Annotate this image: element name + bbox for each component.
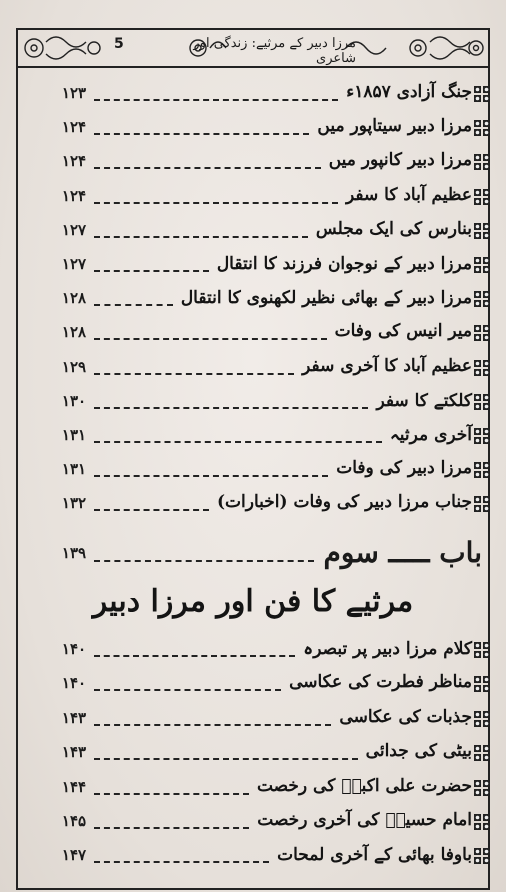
toc-entry-title: بیٹی کی جدائی bbox=[365, 741, 472, 762]
chapter-label: باب ـــــ سوم bbox=[323, 536, 482, 569]
ornament-bullet-icon bbox=[472, 289, 492, 309]
toc-entry bbox=[0, 774, 506, 804]
leader-dots bbox=[94, 758, 358, 760]
ornament-bullet-icon bbox=[472, 84, 492, 104]
leader-dots bbox=[94, 475, 328, 477]
toc-entry-page: ۱۴۵ bbox=[61, 812, 87, 830]
leader-dots bbox=[94, 793, 249, 795]
leader-dots bbox=[94, 236, 308, 238]
toc-entry-title: مناظر فطرت کی عکاسی bbox=[289, 672, 472, 693]
toc-entry-page: ۱۳۰ bbox=[61, 391, 87, 410]
ornament-bullet-icon bbox=[472, 255, 492, 275]
toc-entry bbox=[0, 490, 506, 520]
leader-dots bbox=[94, 509, 209, 511]
toc-entry-page: ۱۴۴ bbox=[61, 777, 87, 796]
leader-dots bbox=[94, 270, 209, 272]
toc-entry-title: جذبات کی عکاسی bbox=[339, 706, 472, 727]
toc-entry-page: ۱۲۷ bbox=[61, 220, 87, 239]
toc-entry bbox=[0, 80, 506, 110]
toc-entry bbox=[0, 354, 506, 384]
toc-entry-page: ۱۳۱ bbox=[61, 460, 87, 479]
ornament-bullet-icon bbox=[472, 460, 492, 480]
leader-dots bbox=[94, 338, 327, 340]
toc-entry-title: کلام مرزا دبیر پر تبصرہ bbox=[303, 639, 472, 659]
leader-dots bbox=[94, 407, 368, 409]
leader-dots bbox=[94, 304, 173, 306]
ornament-bullet-icon bbox=[472, 426, 492, 446]
toc-entry bbox=[0, 217, 506, 247]
leader-dots bbox=[94, 655, 295, 657]
toc-entry-page: ۱۳۲ bbox=[61, 494, 87, 513]
toc-entry bbox=[0, 422, 506, 452]
toc-entry bbox=[0, 842, 506, 872]
ornament-bullet-icon bbox=[472, 118, 492, 138]
toc-entry-title: بنارس کی ایک مجلس bbox=[315, 218, 472, 239]
toc-entry bbox=[0, 319, 506, 349]
leader-dots bbox=[94, 99, 338, 101]
toc-entry bbox=[0, 636, 506, 666]
leader-dots bbox=[94, 689, 281, 691]
toc-entry-page: ۱۲۴ bbox=[61, 118, 87, 137]
ornament-bullet-icon bbox=[472, 494, 492, 514]
toc-entry-page: ۱۲۷ bbox=[61, 255, 87, 273]
toc-entry-title: کلکتے کا سفر bbox=[376, 390, 472, 411]
toc-entry-title: حضرت علی اکبرؑ کی رخصت bbox=[256, 775, 472, 796]
toc-entry bbox=[0, 705, 506, 735]
ornament-bullet-icon bbox=[472, 778, 492, 798]
running-header-title: مرزا دبیر کے مرثیے: زندگی اور شاعری bbox=[193, 36, 356, 66]
ornament-bullet-icon bbox=[472, 392, 492, 412]
toc-entry-page: ۱۲۴ bbox=[61, 152, 87, 171]
toc-entry-page: ۱۳۱ bbox=[61, 426, 87, 444]
toc-entry-title: میر انیس کی وفات bbox=[334, 321, 472, 342]
ornament-bullet-icon bbox=[472, 323, 492, 343]
toc-entry-title: مرزا دبیر کانپور میں bbox=[328, 150, 472, 171]
leader-dots bbox=[94, 373, 294, 375]
ornament-bullet-icon bbox=[472, 674, 492, 694]
leader-dots bbox=[94, 167, 321, 169]
ornament-bullet-icon bbox=[472, 187, 492, 207]
leader-dots bbox=[94, 133, 309, 135]
toc-entry bbox=[0, 456, 506, 486]
toc-entry-page: ۱۴۳ bbox=[61, 743, 87, 762]
toc-entry-page: ۱۴۰ bbox=[61, 640, 87, 658]
leader-dots bbox=[94, 441, 382, 443]
toc-entry-title: جنگ آزادی ۱۸۵۷ء bbox=[346, 82, 472, 102]
toc-entry-page: ۱۲۹ bbox=[61, 357, 87, 376]
leader-dots bbox=[94, 202, 338, 204]
ornament-bullet-icon bbox=[472, 846, 492, 866]
toc-entry-title: عظیم آباد کا آخری سفر bbox=[302, 355, 472, 376]
toc-entry-title: مرزا دبیر کے نوجوان فرزند کا انتقال bbox=[216, 254, 472, 274]
leader-dots bbox=[94, 724, 331, 726]
toc-entry-title: باوفا بھائی کے آخری لمحات bbox=[277, 845, 472, 866]
toc-entry bbox=[0, 670, 506, 700]
toc-entry bbox=[0, 388, 506, 418]
leader-dots bbox=[94, 861, 269, 863]
toc-entry-page: ۱۴۷ bbox=[61, 846, 87, 865]
toc-entry bbox=[0, 739, 506, 769]
toc-entry bbox=[0, 808, 506, 838]
chapter-page-number: ۱۳۹ bbox=[61, 544, 87, 562]
ornament-bullet-icon bbox=[472, 709, 492, 729]
ornament-bullet-icon bbox=[472, 152, 492, 172]
toc-entry-page: ۱۲۸ bbox=[61, 323, 87, 342]
toc-entry-title: عظیم آباد کا سفر bbox=[346, 184, 472, 205]
toc-entry-title: مرزا دبیر سیتاپور میں bbox=[317, 116, 472, 137]
toc-entry-title: مرزا دبیر کی وفات bbox=[336, 458, 472, 479]
leader-dots bbox=[94, 827, 249, 829]
ornament-bullet-icon bbox=[472, 812, 492, 832]
toc-entry-title: آخری مرثیہ bbox=[389, 425, 472, 445]
toc-entry-page: ۱۴۳ bbox=[61, 708, 87, 727]
ornament-bullet-icon bbox=[472, 221, 492, 241]
toc-entry bbox=[0, 251, 506, 281]
page-number: 5 bbox=[114, 36, 124, 52]
ornament-bullet-icon bbox=[472, 640, 492, 660]
chapter-heading: مرثیے کا فن اور مرزا دبیر bbox=[92, 584, 414, 619]
toc-entry-page: ۱۲۳ bbox=[61, 84, 87, 102]
toc-entry-page: ۱۲۸ bbox=[61, 289, 87, 308]
toc-entry bbox=[0, 114, 506, 144]
toc-entry-page: ۱۲۴ bbox=[61, 186, 87, 205]
toc-entry-title: امام حسینؑ کی آخری رخصت bbox=[257, 810, 472, 830]
toc-entry bbox=[0, 183, 506, 213]
ornament-bullet-icon bbox=[472, 743, 492, 763]
leader-dots bbox=[94, 560, 314, 562]
toc-entry-page: ۱۴۰ bbox=[61, 674, 87, 693]
toc-entry-title: جناب مرزا دبیر کی وفات (اخبارات) bbox=[217, 492, 472, 513]
toc-entry bbox=[0, 285, 506, 315]
toc-entry-title: مرزا دبیر کے بھائی نظیر لکھنوی کا انتقال bbox=[180, 288, 472, 309]
chapter-row bbox=[0, 536, 506, 580]
toc-entry bbox=[0, 148, 506, 178]
ornament-bullet-icon bbox=[472, 358, 492, 378]
